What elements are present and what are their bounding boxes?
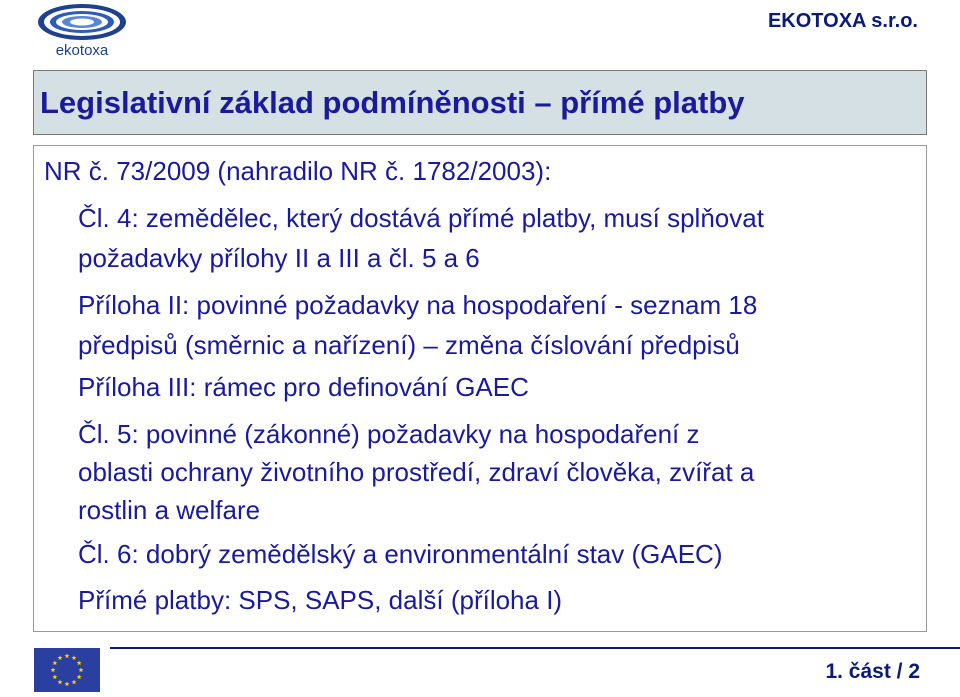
text-line-3: požadavky přílohy II a III a čl. 5 a 6: [78, 243, 480, 273]
slide-title: Legislativní základ podmíněnosti – přímé platby: [40, 85, 745, 120]
ekotoxa-logo: [12, 2, 150, 60]
text-line-2: Čl. 4: zemědělec, který dostává přímé platby, musí splňovat: [78, 203, 764, 233]
company-name: EKOTOXA s.r.o.: [767, 10, 918, 32]
text-line-6: Příloha III: rámec pro definování GAEC: [78, 372, 529, 402]
text-line-10: Čl. 6: dobrý zemědělský a environmentální stav (GAEC): [78, 539, 723, 569]
text-line-7: Čl. 5: povinné (zákonné) požadavky na hospodaření z: [78, 419, 700, 449]
text-line-11: Přímé platby: SPS, SAPS, další (příloha I): [78, 585, 563, 615]
text-line-8: oblasti ochrany životního prostředí, zdraví člověka, zvířat a: [78, 457, 755, 487]
eu-flag-icon: [34, 648, 100, 692]
footer-rule: [110, 647, 960, 649]
text-line-9: rostlin a welfare: [78, 495, 261, 525]
text-line-1: NR č. 73/2009 (nahradilo NR č. 1782/2003):: [44, 156, 552, 186]
text-line-4: Příloha II: povinné požadavky na hospodaření - seznam 18: [78, 290, 758, 320]
title-box: [33, 70, 927, 135]
logo-wordmark: ekotoxa: [55, 42, 109, 59]
content-box: [33, 145, 927, 632]
page-indicator: 1. část / 2: [825, 660, 920, 683]
text-line-5: předpisů (směrnic a nařízení) – změna číslování předpisů: [78, 330, 740, 360]
